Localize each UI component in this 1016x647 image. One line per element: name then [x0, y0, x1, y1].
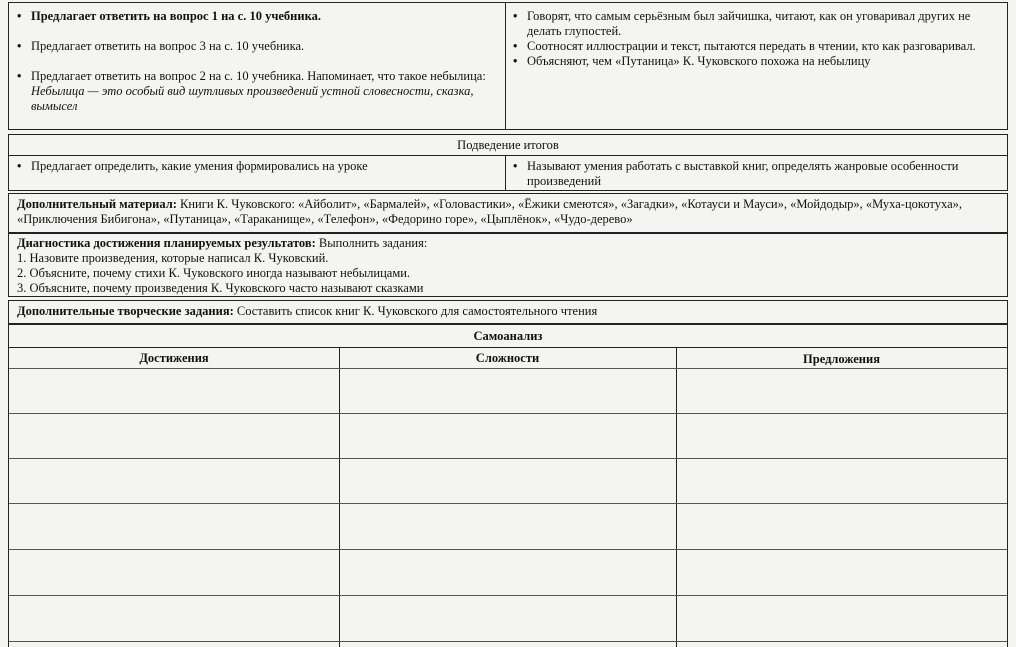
diagnostics-task-3: 3. Объясните, почему произведения К. Чуковского часто называют сказками	[17, 281, 424, 295]
column-divider	[505, 3, 506, 129]
creative-text: Составить список книг К. Чуковского для самостоятельного чтения	[236, 304, 598, 318]
summary-teacher: • Предлагает определить, какие умения формировались на уроке	[17, 159, 368, 173]
extra-material-label: Дополнительный материал:	[17, 197, 177, 211]
student-item-3: • Объясняют, чем «Путаница» К. Чуковского похожа на небылицу	[513, 54, 871, 68]
summary-students: • Называют умения работать с выставкой книг, определять жанровые особенности произведений	[513, 159, 959, 188]
self-analysis-table	[8, 324, 1008, 647]
column-divider-1	[339, 347, 340, 647]
summary-heading: Подведение итогов	[457, 138, 559, 152]
table-rule	[9, 347, 1007, 348]
column-header-difficulties: Сложности	[475, 351, 540, 365]
teacher-item-2: • Предлагает ответить на вопрос 3 на с. 10 учебника.	[17, 39, 305, 53]
diagnostics-task-2: 2. Объясните, почему стихи К. Чуковского иногда называют небылицами.	[17, 266, 411, 280]
table-rule	[9, 503, 1007, 504]
column-header-suggestions: Предложения	[803, 352, 880, 366]
table-rule	[9, 595, 1007, 596]
table-rule	[9, 368, 1007, 369]
diagnostics-header	[17, 236, 999, 251]
column-header-achievements: Достижения	[139, 351, 209, 365]
diagnostics-row	[8, 233, 1008, 297]
student-activity-column	[513, 9, 1001, 69]
student-item-1: • Говорят, что самым серьёзным был зайчишка, читают, как он уговаривал других не делать глупостей.	[513, 9, 971, 38]
extra-material-text: Книги К. Чуковского: «Айболит», «Бармалей», «Головастики», «Ёжики смеются», «Загадки», «Котауси и Мауси», «Мойдодыр», «Муха-цокотуха», «Приключения Бибигона», «Путаница», «Тараканище», «Телефон», «Федорино горе», «Цыплёнок», «Чудо-дерево»	[17, 197, 962, 226]
extra-material-row	[8, 193, 1008, 233]
summary-row	[8, 155, 1008, 191]
activity-table	[8, 2, 1008, 130]
table-rule	[9, 549, 1007, 550]
nebylitsa-definition: Небылица — это особый вид шутливых произведений устной словесности, сказка, вымысел	[31, 84, 474, 113]
diagnostics-label: Диагностика достижения планируемых результатов:	[17, 236, 316, 250]
teacher-item-1: • Предлагает ответить на вопрос 1 на с. 10 учебника.	[17, 9, 321, 23]
summary-heading-row	[8, 134, 1008, 156]
teacher-item-3: • Предлагает ответить на вопрос 2 на с. 10 учебника. Напоминает, что такое небылица:	[17, 69, 486, 83]
summary-divider	[505, 156, 506, 190]
table-rule	[9, 413, 1007, 414]
column-divider-2	[676, 347, 677, 647]
teacher-activity-column	[17, 9, 503, 114]
student-item-2: • Соотносят иллюстрации и текст, пытаются передать в чтении, кто как разговаривал.	[513, 39, 976, 53]
creative-label: Дополнительные творческие задания:	[17, 304, 234, 318]
self-analysis-heading: Самоанализ	[473, 329, 543, 343]
table-rule	[9, 641, 1007, 642]
table-rule	[9, 458, 1007, 459]
diagnostics-task-1: 1. Назовите произведения, которые написал К. Чуковский.	[17, 251, 329, 265]
diagnostics-intro: Выполнить задания:	[318, 236, 428, 250]
creative-row	[8, 300, 1008, 324]
